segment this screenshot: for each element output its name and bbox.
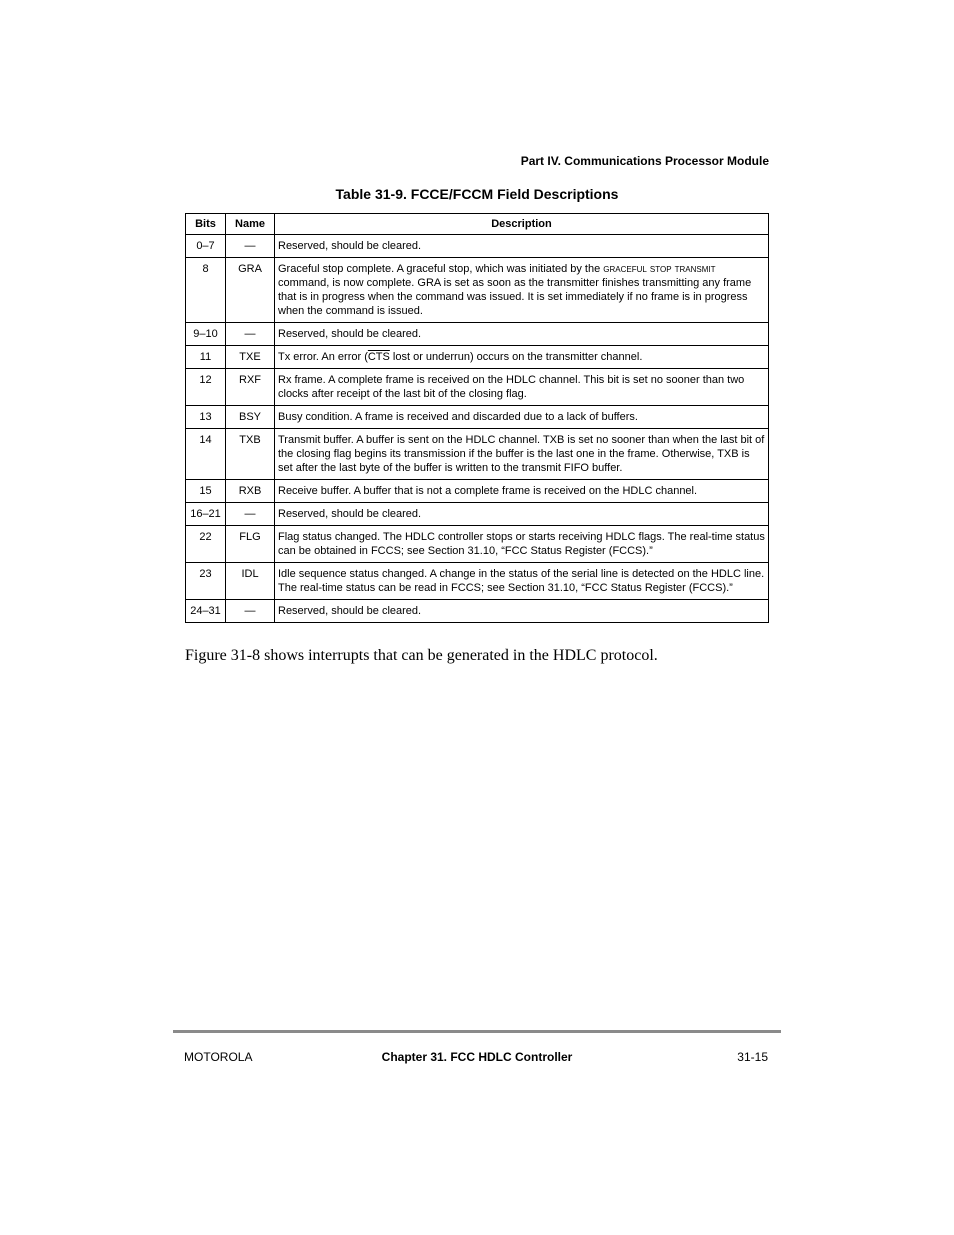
cell-description: Receive buffer. A buffer that is not a complete frame is received on the HDLC channel. [275, 480, 769, 503]
description-text: command, is now complete. GRA is set as soon as the transmitter finishes transmitting any frame that is in progress when the command was issued. It is set immediately if no frame is in progress when the command is issued. [278, 277, 752, 317]
cell-bits: 0–7 [186, 235, 226, 258]
table-row [186, 323, 769, 346]
cell-bits: 11 [186, 346, 226, 369]
footer-rule [173, 1030, 781, 1033]
cell-name: TXB [226, 429, 275, 480]
cell-bits: 23 [186, 563, 226, 600]
description-text: Graceful stop complete. A graceful stop, which was initiated by the [278, 263, 604, 275]
cell-bits: 13 [186, 406, 226, 429]
cell-description: Rx frame. A complete frame is received on the HDLC channel. This bit is set no sooner than two clocks after receipt of the last bit of the closing flag. [275, 369, 769, 406]
cell-name: RXF [226, 369, 275, 406]
cell-name: — [226, 503, 275, 526]
table-row [186, 369, 769, 406]
cell-name: — [226, 323, 275, 346]
cell-description: Flag status changed. The HDLC controller stops or starts receiving HDLC flags. The real-time status can be obtained in FCCS; see Section 31.10, “FCC Status Register (FCCS).” [275, 526, 769, 563]
cell-description [275, 258, 769, 323]
field-descriptions-table [185, 213, 769, 623]
table-row [186, 503, 769, 526]
cell-name: FLG [226, 526, 275, 563]
cell-description: Reserved, should be cleared. [275, 503, 769, 526]
cell-name: GRA [226, 258, 275, 323]
cell-description: Busy condition. A frame is received and discarded due to a lack of buffers. [275, 406, 769, 429]
cell-bits: 8 [186, 258, 226, 323]
command-name: graceful stop transmit [603, 263, 716, 275]
cell-description: Reserved, should be cleared. [275, 235, 769, 258]
table-row [186, 429, 769, 480]
description-text: Tx error. An error ( [278, 351, 368, 363]
running-header: Part IV. Communications Processor Module [520, 154, 769, 168]
column-header-bits: Bits [186, 214, 226, 235]
table-row [186, 235, 769, 258]
table-header-row [186, 214, 769, 235]
footer-chapter-title: Chapter 31. FCC HDLC Controller [381, 1050, 573, 1064]
column-header-description: Description [275, 214, 769, 235]
cell-bits: 16–21 [186, 503, 226, 526]
cell-bits: 14 [186, 429, 226, 480]
table-row [186, 563, 769, 600]
table-row [186, 406, 769, 429]
footer-page-number: 31-15 [737, 1050, 768, 1064]
table-row [186, 346, 769, 369]
cell-description: Reserved, should be cleared. [275, 600, 769, 623]
body-paragraph: Figure 31-8 shows interrupts that can be generated in the HDLC protocol. [185, 647, 658, 664]
cell-description: Reserved, should be cleared. [275, 323, 769, 346]
cell-name: BSY [226, 406, 275, 429]
table-row [186, 526, 769, 563]
table-row [186, 600, 769, 623]
cell-name: — [226, 235, 275, 258]
cell-name: RXB [226, 480, 275, 503]
description-text: lost or underrun) occurs on the transmitter channel. [389, 351, 643, 363]
cell-description: Transmit buffer. A buffer is sent on the HDLC channel. TXB is set no sooner than when the last bit of the closing flag begins its transmission if the buffer is the last one in the frame. Otherwise, TXB is set after the last byte of the buffer is written to the transmit FIFO buffer. [275, 429, 769, 480]
cell-bits: 24–31 [186, 600, 226, 623]
table-row [186, 258, 769, 323]
cell-bits: 9–10 [186, 323, 226, 346]
cell-bits: 15 [186, 480, 226, 503]
cell-bits: 22 [186, 526, 226, 563]
signal-name: $\overline{CTS}$ [367, 351, 390, 363]
table-row [186, 480, 769, 503]
table-title: Table 31-9. FCCE/FCCM Field Descriptions [335, 186, 619, 202]
cell-description: Idle sequence status changed. A change in the status of the serial line is detected on the HDLC line. The real-time status can be read in FCCS; see Section 31.10, “FCC Status Register (FCCS).” [275, 563, 769, 600]
footer-publisher: MOTOROLA [184, 1050, 253, 1064]
cell-bits: 12 [186, 369, 226, 406]
column-header-name: Name [226, 214, 275, 235]
cell-name: — [226, 600, 275, 623]
cell-name: TXE [226, 346, 275, 369]
cell-description [275, 346, 769, 369]
cell-name: IDL [226, 563, 275, 600]
